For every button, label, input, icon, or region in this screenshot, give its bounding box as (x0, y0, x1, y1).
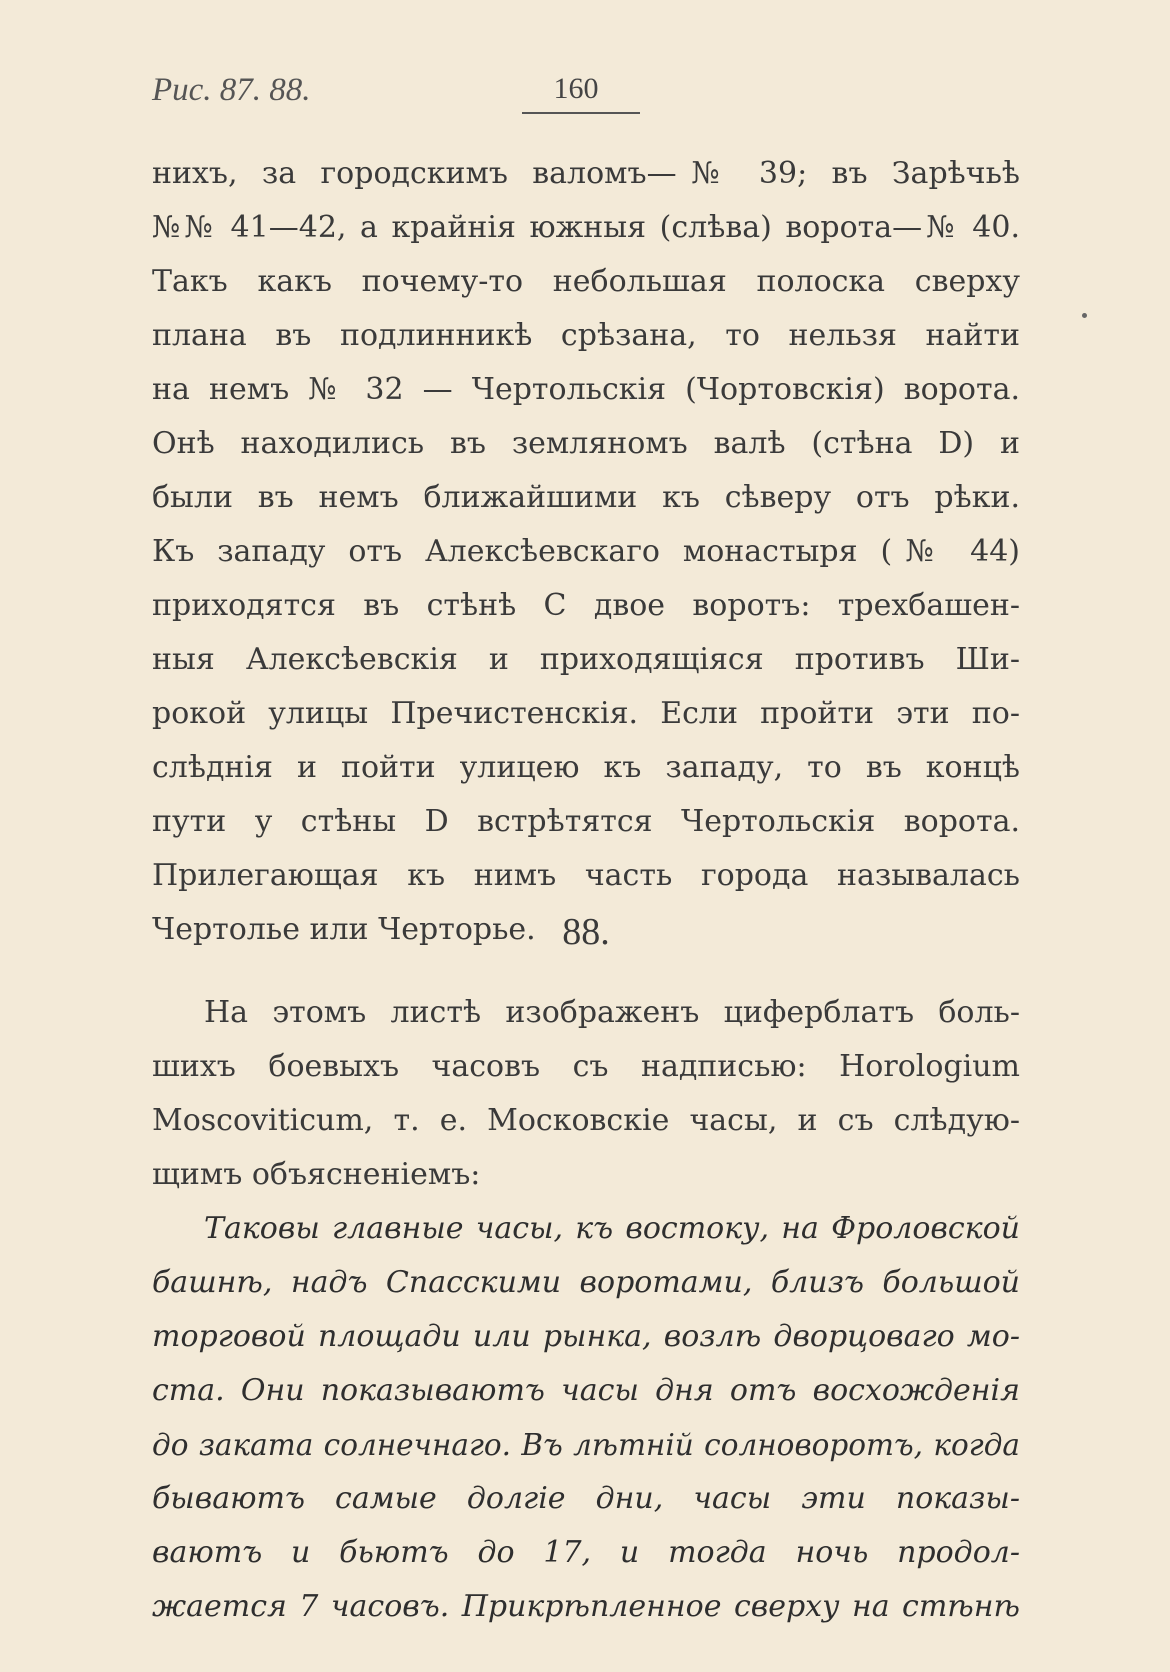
text-line: Онѣ находились въ земляномъ валѣ (стѣна D) и (152, 426, 1020, 461)
quote-line: башнѣ, надъ Спасскими воротами, близъ большой (152, 1265, 1020, 1300)
text-line: приходятся въ стѣнѣ C двое воротъ: трехбашен- (152, 588, 1020, 623)
ink-speck (1082, 313, 1087, 318)
quote-line: ваютъ и бьютъ до 17, и тогда ночь продол- (152, 1535, 1020, 1570)
text-line: были въ немъ ближайшими къ сѣверу отъ рѣки. (152, 480, 1020, 515)
quote-line: до заката солнечнаго. Въ лѣтній солноворотъ, когда (152, 1428, 1020, 1462)
text-line: нихъ, за городскимъ валомъ—№ 39; въ Зарѣчьѣ (152, 156, 1020, 191)
page-number: 160 (553, 72, 599, 105)
running-head: Рис. 87. 88. (152, 72, 311, 108)
text-line: Прилегающая къ нимъ часть города называлась (152, 858, 1020, 893)
text-line: пути у стѣны D встрѣтятся Чертольскія ворота. (152, 804, 1020, 839)
section-87-text (152, 147, 1020, 957)
quote-line: бываютъ самые долгіе дни, часы эти показы- (152, 1481, 1020, 1516)
text-line: рокой улицы Пречистенскія. Если пройти эти по- (152, 696, 1020, 731)
quote-line: торговой площади или рынка, возлѣ дворцоваго мо- (152, 1319, 1020, 1354)
text-line: ныя Алексѣевскія и приходящіяся противъ Ши- (152, 642, 1020, 677)
text-line: Такъ какъ почему-то небольшая полоска сверху (152, 264, 1020, 299)
text-line: слѣднія и пойти улицею къ западу, то въ концѣ (152, 750, 1020, 785)
text-line: Къ западу отъ Алексѣевскаго монастыря (№ 44) (152, 534, 1020, 569)
section-number: 88. (562, 911, 610, 953)
text-line: на немъ № 32 — Чертольскія (Чортовскія) ворота. (152, 372, 1020, 407)
quote-line: жается 7 часовъ. Прикрѣпленное сверху на стѣнѣ (152, 1589, 1020, 1624)
text-line: шихъ боевыхъ часовъ съ надписью: Horologium (152, 1049, 1020, 1084)
page-number-rule (522, 112, 640, 114)
text-line: плана въ подлинникѣ срѣзана, то нельзя найти (152, 318, 1020, 353)
text-line: щимъ объясненіемъ: (152, 1157, 481, 1192)
quote-line: ста. Они показываютъ часы дня отъ восхожденія (152, 1373, 1020, 1408)
page-header (152, 66, 1020, 126)
text-line: На этомъ листѣ изображенъ циферблатъ боль- (204, 995, 1020, 1030)
text-line: Moscoviticum, т. е. Московскіе часы, и съ слѣдую- (152, 1103, 1020, 1138)
text-line: №№ 41—42, а крайнія южныя (слѣва) ворота—№ 40. (152, 210, 1020, 245)
section-88-text (152, 986, 1020, 1634)
quote-line: Таковы главные часы, къ востоку, на Фроловской (204, 1211, 1020, 1246)
text-line: Чертолье или Черторье. (152, 912, 536, 947)
